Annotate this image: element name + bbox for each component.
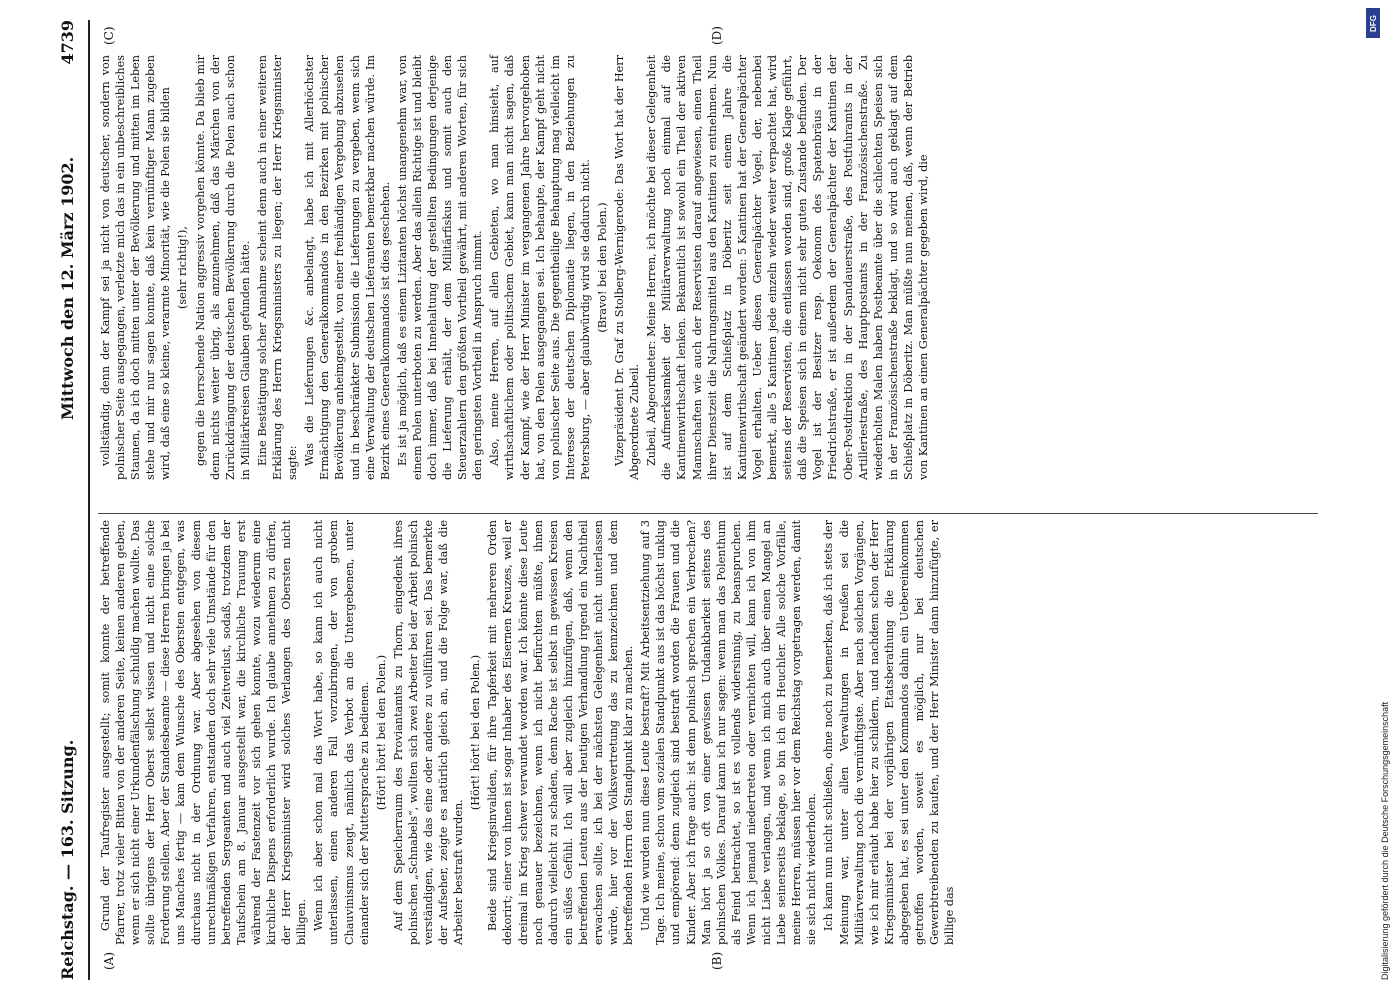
column-divider <box>98 513 1318 514</box>
paragraph: Grund der Taufregister ausgestellt; somit konnte der betreffende Pfarrer, trotz vieler Bitten von der anderen Seite, keinen anderen geben, wenn er sich nicht einer Urkundenfälschung schuldig machen wollte. Das sollte übrigens der Herr Oberst selbst wissen und nicht eine solche Forderung stellen. Aber der Standesbeamte — diese Herren bringen ja bei uns Manches fertig — kam dem Wunsche des Obersten entgegen, was durchaus nicht in der Ordnung war. Aber abgesehen von diesem unrechtmäßigen Verfahren, entstanden doch sehr viele Umstände für den betreffenden Sergeanten und auch viel Zeitverlust, sodaß, trotzdem der Taufschein am 8. Januar ausgestellt war, die kirchliche Trauung erst während der Fastenzeit vor sich gehen konnte, wozu wiederum eine kirchliche Dispens erforderlich wurde. Ich glaube annehmen zu dürfen, der Herr Kriegsminister wird solches Verlangen des Obersten nicht billigen. <box>99 520 309 945</box>
paragraph: Ich kann nun nicht schließen, ohne noch zu bemerken, daß ich stets der Meinung war, unter allen Verwaltungen in Preußen sei die Militärverwaltung noch die vernünftigste. Aber nach solchen Vorgängen, wie ich mir erlaubt habe hier zu schildern, und nachdem schon der Herr Kriegsminister bei der vorjährigen Etatsberathung die Erklärung abgegeben hat, es sei unter den Kommandos dahin ein Uebereinkommen getroffen worden, soweit es möglich, nur bei deutschen Gewerbtreibenden zu kaufen, und der Herr Minister dann hinzufügte, er billige das <box>822 520 957 945</box>
margin-marker-c: (C) <box>102 26 116 45</box>
header-date: Mittwoch den 12. März 1902. <box>58 156 77 420</box>
paragraph: Also, meine Herren, auf allen Gebieten, wo man hinsieht, auf wirthschaftlichem oder politischem Gebiet, kann man nicht sagen, daß der Kampf, wie der Herr Minister im vergangenen Jahre hervorgehoben hat, von den Polen ausgegangen sei. Ich behaupte, der Kampf geht nicht von polnischer Seite aus. Die gegentheilige Behauptung mag vielleicht im Interesse der deutschen Diplomatie liegen, in den Beziehungen zu Petersburg, — aber glaubwürdig wird sie dadurch nicht. <box>488 55 592 480</box>
paragraph: Auf dem Speicherraum des Proviantamts zu Thorn, eingedenk ihres polnischen „Schnabels“, wollten sich zwei Arbeiter bei der Arbeit polnisch verständigen, wie das eine oder andere zu vollführen sei. Das bemerkte der Aufseher, zeigte es natürlich gleich an, und die Folge war, daß die Arbeiter bestraft wurden. <box>391 520 466 945</box>
margin-marker-a: (A) <box>102 951 116 970</box>
paragraph: (Hört! hört! bei den Polen.) <box>469 654 483 811</box>
paragraph: gegen die herrschende Nation aggressiv vorgehen könnte. Da blieb mir denn nichts weiter übrig, als anzunehmen, daß das Märchen von der Zurückdrängung der deutschen Bevölkerung durch die Polen auch schon in Militärkreisen Glauben gefunden hätte. <box>193 55 252 480</box>
paragraph: Es ist ja möglich, daß es einem Lizitanten höchst unangenehm war, von einem Polen unterboten zu werden. Aber das allein Richtige ist und bleibt doch immer, daß bei Innehaltung der gestellten Bedingungen derjenige die Lieferung erhält, der dem Militärfiskus und somit auch den Steuerzahlern den größten Vortheil gewährt, mit anderen Worten, für sich den geringsten Vortheil in Anspruch nimmt. <box>395 55 485 480</box>
paragraph: vollständig, denn der Kampf sei ja nicht von deutscher, sondern von polnischer Seite ausgegangen, verletzte mich das in ein unbeschreibliches Staunen, da ich doch mitten unter der Bevölkerung und mitten im Leben stehe und mir nur sagen konnte, daß kein vernünftiger Mann zugeben wird, daß eine so kleine, verarmte Minorität, wie die Polen sie bilden <box>99 55 173 480</box>
digitization-note <box>1362 10 1390 990</box>
header-rule <box>88 20 90 980</box>
paragraph: Was die Lieferungen &c. anbelangt, habe ich mit Allerhöchster Ermächtigung den Generalkommandos in den Bezirken mit polnischer Bevölkerung anheimgestellt, von einer freihändigen Vergebung abzusehen und in beschränkter Submission die Lieferungen zu vergeben, wenn sich eine Verwaltung der deutschen Lieferanten bemerkbar machen würde. Im Bezirk eines Generalkommandos ist dies geschehen. <box>303 55 392 480</box>
digitization-note-text: Digitalisierung gefördert durch die Deutsche Forschungsgemeinschaft <box>1380 701 1390 980</box>
text-column-right <box>98 55 1333 480</box>
paragraph: Zubeil, Abgeordneter: Meine Herren, ich möchte bei dieser Gelegenheit die Aufmerksamkeit der Militärverwaltung noch einmal auf die Kantinenwirthschaft lenken. Bekanntlich ist sowohl ein Theil der aktiven Mannschaften wie auch der Reservisten darauf angewiesen, einen Theil ihrer Dienstzeit die Nahrungsmittel aus den Kantinen zu entnehmen. Nun ist auf dem Schießplatz in Döberitz seit einem Jahre die Kantinenwirthschaft geändert worden: 5 Kantinen hat der Generalpächter Vogel erhalten. Ueber diesen Generalpächter Vogel, der, nebenbei bemerkt, alle 5 Kantinen jede einzeln wieder weiter verpachtet hat, wird seitens der Reservisten, die entlassen worden sind, große Klage geführt, daß die Speisen sich in einem nicht sehr guten Zustande befinden. Der Vogel ist der Besitzer resp. Oekonom des Spatenbräus in der Friedrichstraße, er ist außerdem der Generalpächter der Kantinen der Ober-Postdirektion in der Spandauerstraße, des Postfuhramts in der Artilleriestraße, des Hauptpostamts in der Französischenstraße. Zu wiederholten Malen haben Postbeamte über die schlechten Speisen sich in der Französischenstraße beklagt, und so wird auch geklagt auf dem Schießplatz in Döberitz. Man müßte nun meinen, daß, wenn der Betrieb von Kantinen an einen Generalpächter gegeben wird, die <box>645 55 930 480</box>
paragraph: Beide sind Kriegsinvaliden, für ihre Tapferkeit mit mehreren Orden dekorirt; einer von ihnen ist sogar Inhaber des Eisernen Kreuzes, weil er dreimal im Krieg schwer verwundet worden war. Ich könnte diese Leute noch genauer bezeichnen, wenn ich nicht befürchten müßte, ihnen dadurch vielleicht zu schaden, denn Rache ist selbst in gewissen Kreisen ein süßes Gefühl. Ich will aber zugleich hinzufügen, daß, wenn den betreffenden Leuten aus der heutigen Verhandlung irgend ein Nachtheil erwachsen sollte, ich bei der nächsten Gelegenheit nicht unterlassen würde, hier vor der Volksvertretung das zu kennzeichnen und dem betreffenden Herrn den Standpunkt klar zu machen. <box>486 520 636 945</box>
page-header <box>50 20 90 980</box>
paragraph: Eine Bestätigung solcher Annahme scheint denn auch in einer weiteren Erklärung des Herrn Kriegsministers zu liegen; der Herr Kriegsminister sagte: <box>255 55 300 480</box>
paragraph: Vizepräsident Dr. Graf zu Stolberg-Wernigerode: Das Wort hat der Herr Abgeordnete Zubeil. <box>613 55 642 480</box>
header-session: Reichstag. — 163. Sitzung. <box>58 739 77 980</box>
header-page-number: 4739 <box>58 20 77 65</box>
paragraph: (Bravo! bei den Polen.) <box>596 202 609 333</box>
margin-marker-b: (B) <box>710 951 724 970</box>
margin-marker-d: (D) <box>710 26 724 45</box>
paragraph: Wenn ich aber schon mal das Wort habe, so kann ich auch nicht unterlassen, einen anderen Fall vorzubringen, der von grobem Chauvinismus zeugt, nämlich das Verbot an die Untergebenen, unter einander sich der Muttersprache zu bedienen. <box>312 520 371 945</box>
page-content <box>50 20 1340 980</box>
paragraph: (Hört! hört! bei den Polen.) <box>374 654 388 811</box>
paragraph: (sehr richtig!), <box>176 226 190 309</box>
text-column-left <box>98 520 1333 945</box>
dfg-logo: DFG <box>1366 8 1380 38</box>
paragraph: Und wie wurden nun diese Leute bestraft? Mit Arbeitsentziehung auf 3 Tage. Ich meine, schon vom sozialen Standpunkt aus ist das höchst unklug und empörend: denn zugleich sind bestraft worden die Frauen und die Kinder. Aber ich frage auch: ist denn polnisch sprechen ein Verbrechen? Man hört ja so oft von einer gewissen Undankbarkeit seitens des polnischen Volkes. Darauf kann ich nur sagen: wenn man das Polenthum als Feind betrachtet, so ist es vollends widersinnig, zu beanspruchen. Wenn ich jemand niedertreten oder vernichten will, kann ich von ihm nicht Liebe verlangen, und wenn ich mich auch über einen Mangel an Liebe seinerseits beklage, so bin ich ein Heuchler. Alle solche Vorfälle, meine Herren, müssen hier vor dem Reichstag vorgetragen werden, damit sie sich nicht wiederholen. <box>639 520 819 945</box>
